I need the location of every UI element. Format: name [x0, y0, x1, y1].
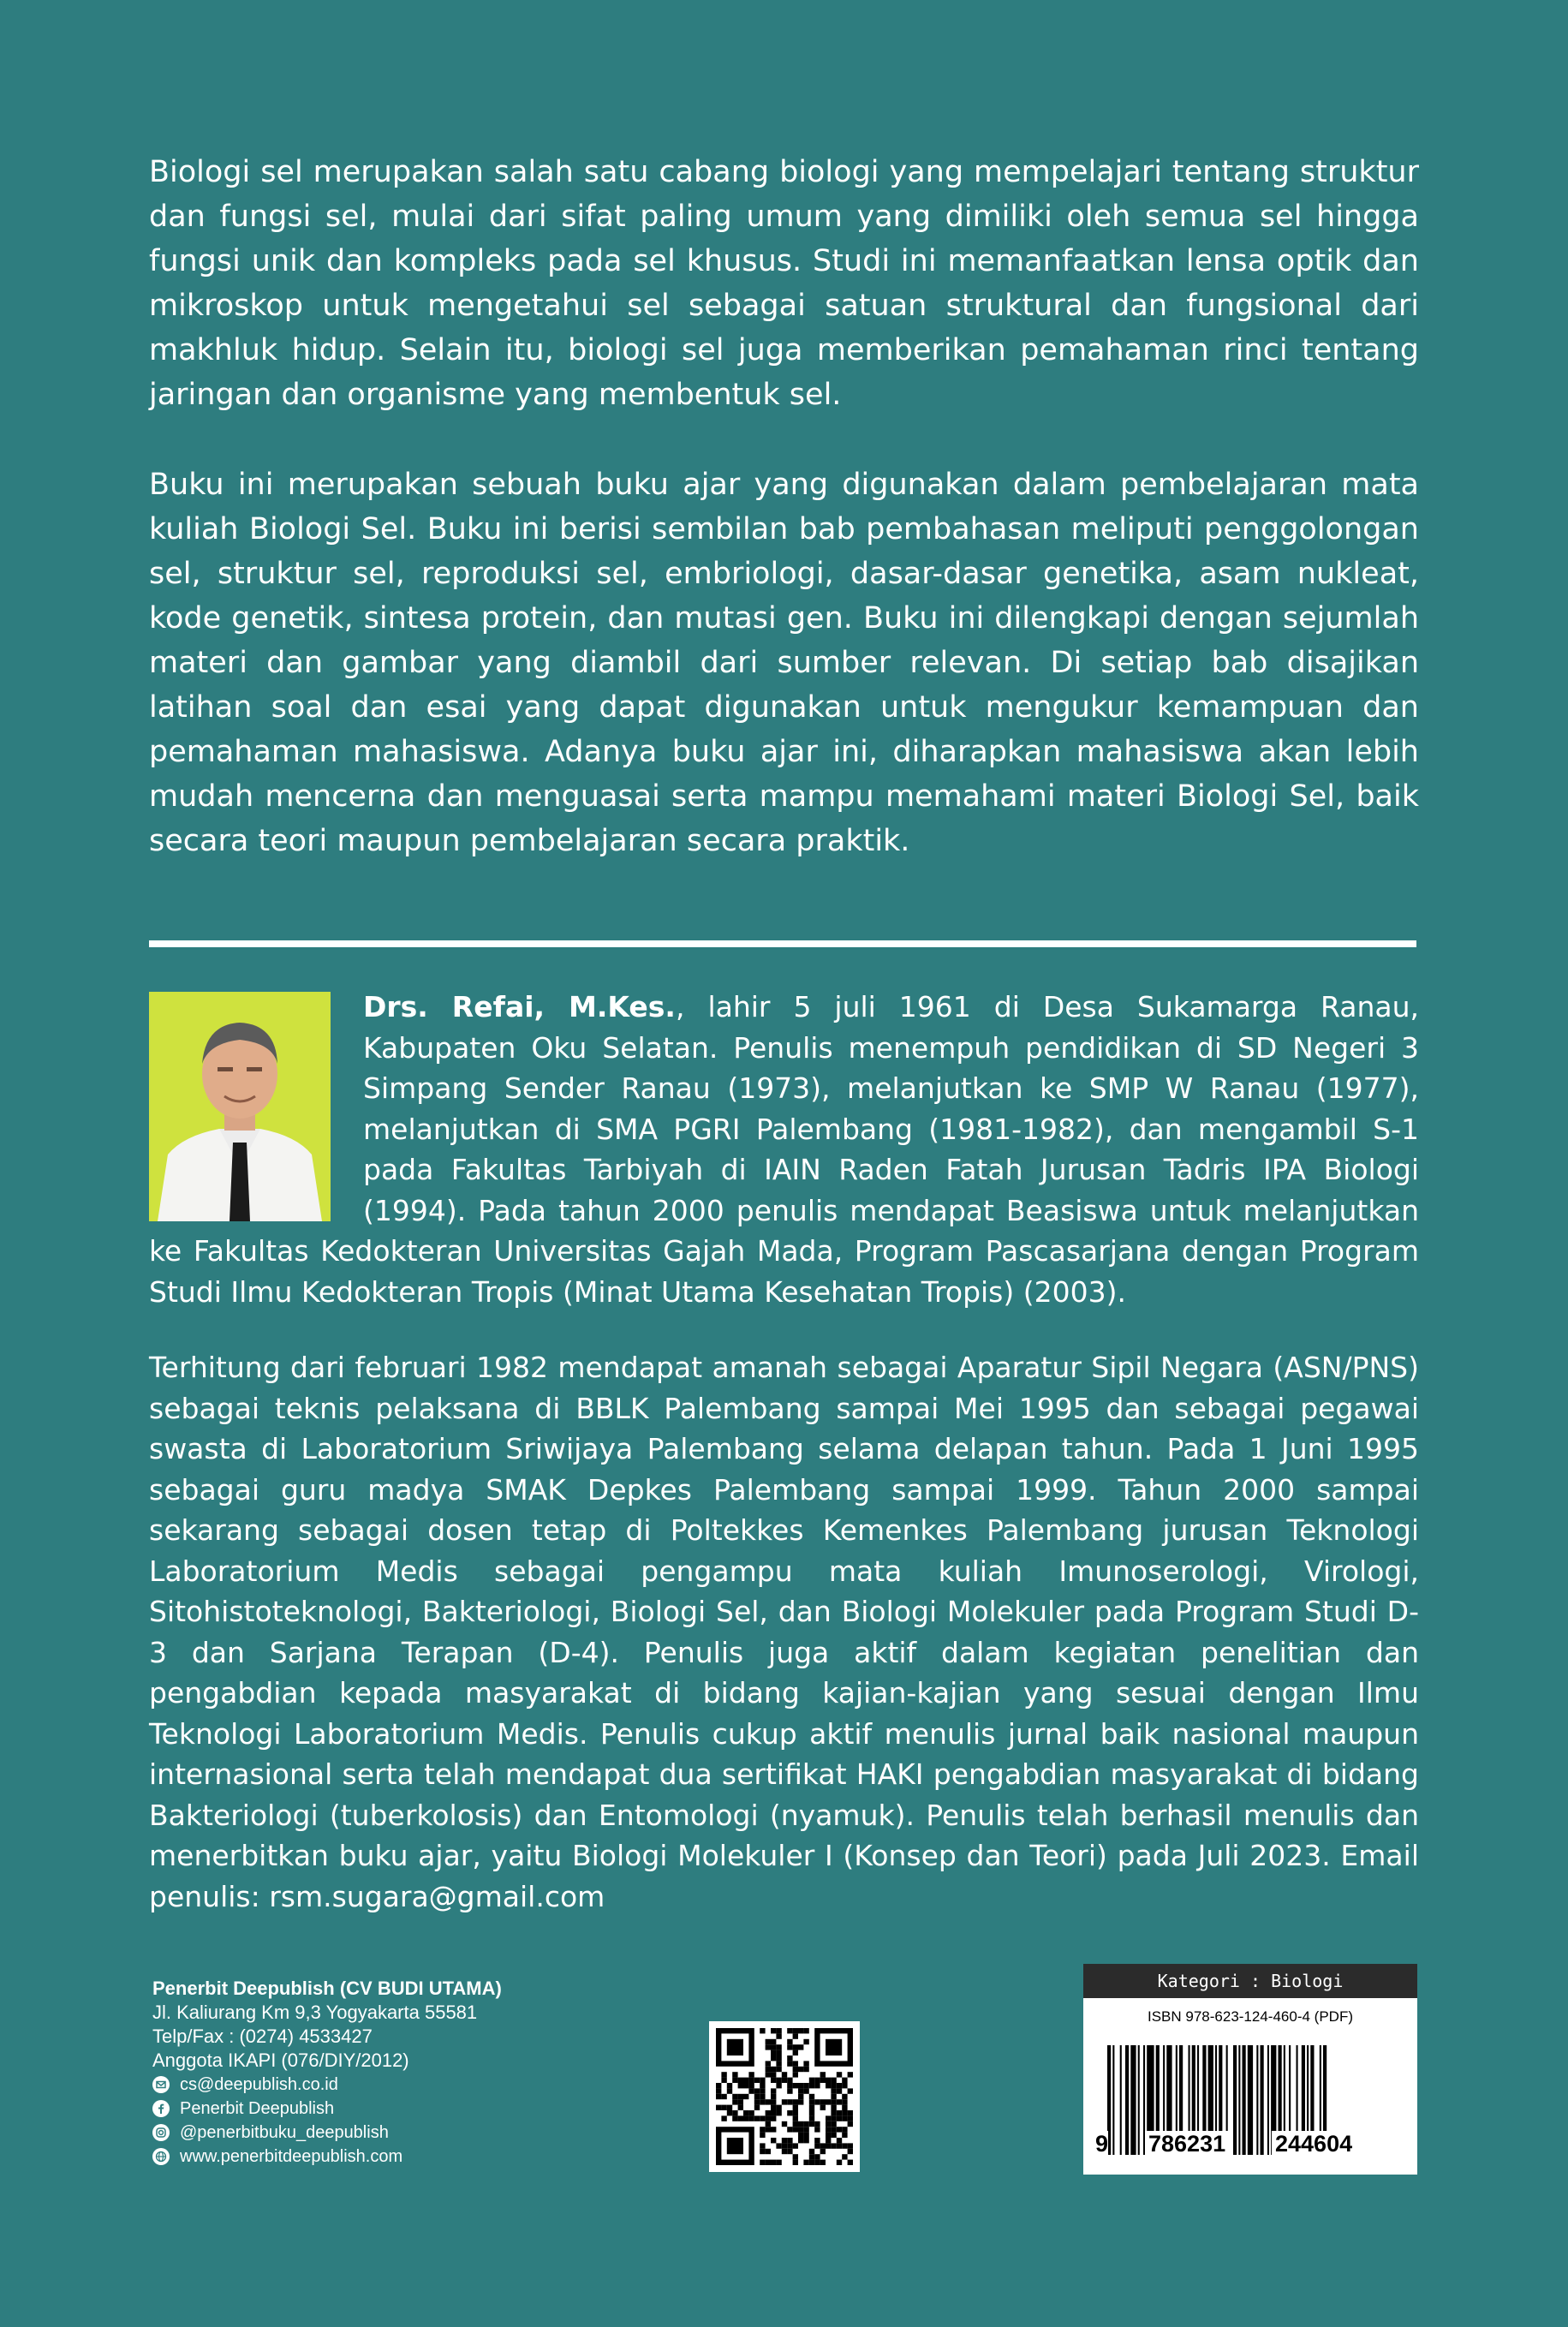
- website-text[interactable]: www.penerbitdeepublish.com: [180, 2147, 403, 2166]
- isbn-text: ISBN 978-623-124-460-4 (PDF): [1147, 2008, 1353, 2025]
- author-photo: [149, 992, 331, 1221]
- qr-code[interactable]: [709, 2021, 860, 2172]
- facebook-icon: [152, 2100, 170, 2117]
- publisher-address: Jl. Kaliurang Km 9,3 Yogyakarta 55581: [152, 2002, 478, 2023]
- instagram-text[interactable]: @penerbitbuku_deepublish: [180, 2123, 389, 2142]
- publisher-name: Penerbit Deepublish (CV BUDI UTAMA): [152, 1978, 502, 1999]
- isbn-barcode-box: [1083, 1964, 1417, 2175]
- barcode-digits-right: 244604: [1272, 2131, 1356, 2157]
- barcode-digit-first: 9: [1095, 2131, 1109, 2157]
- author-bio-text: , lahir 5 juli 1961 di Desa Sukamarga Ranau, Kabupaten Oku Selatan. Penulis menempuh pendidikan di SD Negeri 3 Simpang Sender Ranau (1973), melanjutkan ke SMP W Ranau (1977), melanjutkan di SMA PGRI Palembang (1981-1982), dan mengambil S-1 pada Fakultas Tarbiyah di IAIN Raden Fatah Jurusan Tadris IPA Biologi (1994). Pada tahun 2000 penulis mendapat Beasiswa untuk melanjutkan ke Fakultas Kedokteran Universitas Gajah Mada, Program Pascasarjana dengan Program Studi Ilmu Kedokteran Tropis (Minat Utama Kesehatan Tropis) (2003).: [149, 990, 1420, 1309]
- publisher-facebook: [152, 2097, 502, 2121]
- category-label: Kategori : Biologi: [1083, 1964, 1417, 1998]
- publisher-website: [152, 2145, 502, 2169]
- description-paragraph-1: Biologi sel merupakan salah satu cabang biologi yang mempelajari tentang struktur dan fungsi sel, mulai dari sifat paling umum yang dimiliki oleh semua sel hingga fungsi unik dan kompleks pada sel khusus. Studi ini memanfaatkan lensa optik dan mikroskop untuk mengetahui sel sebagai satuan struktural dan fungsional dari makhluk hidup. Selain itu, biologi sel juga memberikan pemahaman rinci tentang jaringan dan organisme yang membentuk sel.: [149, 155, 1419, 412]
- globe-icon: [152, 2148, 170, 2165]
- publisher-member: Anggota IKAPI (076/DIY/2012): [152, 2050, 409, 2071]
- description-paragraph-2: Buku ini merupakan sebuah buku ajar yang digunakan dalam pembelajaran mata kuliah Biologi Sel. Buku ini berisi sembilan bab pembahasan meliputi penggolongan sel, struktur sel, reproduksi sel, embriologi, dasar-dasar genetika, asam nukleat, kode genetik, sintesa protein, dan mutasi gen. Buku ini dilengkapi dengan sejumlah materi dan gambar yang diambil dari sumber relevan. Di setiap bab disajikan latihan soal dan esai yang dapat digunakan untuk mengukur kemampuan dan pemahaman mahasiswa. Adanya buku ajar ini, diharapkan mahasiswa akan lebih mudah mencerna dan menguasai serta mampu memahami materi Biologi Sel, baik secara teori maupun pembelajaran secara praktik.: [149, 468, 1419, 858]
- facebook-text[interactable]: Penerbit Deepublish: [180, 2099, 335, 2118]
- barcode-digits-left: 786231: [1145, 2131, 1229, 2157]
- author-bio: [149, 987, 1419, 1312]
- publisher-email: [152, 2073, 502, 2097]
- email-text[interactable]: cs@deepublish.co.id: [180, 2075, 338, 2094]
- author-name: Drs. Refai, M.Kes.: [363, 990, 676, 1023]
- instagram-icon: [152, 2124, 170, 2141]
- section-divider: [149, 940, 1416, 947]
- author-career: Terhitung dari februari 1982 mendapat amanah sebagai Aparatur Sipil Negara (ASN/PNS) sebagai teknis pelaksana di BBLK Palembang sampai Mei 1995 dan sebagai pegawai swasta di Laboratorium Sriwijaya Palembang selama delapan tahun. Pada 1 Juni 1995 sebagai guru madya SMAK Depkes Palembang sampai 1999. Tahun 2000 sampai sekarang sebagai dosen tetap di Poltekkes Kemenkes Palembang jurusan Teknologi Laboratorium Medis sebagai pengampu mata kuliah Imunoserologi, Virologi, Sitohistoteknologi, Bakteriologi, Biologi Sel, dan Biologi Molekuler pada Program Studi D-3 dan Sarjana Terapan (D-4). Penulis juga aktif dalam kegiatan penelitian dan pengabdian kepada masyarakat di bidang kajian-kajian yang sesuai dengan Ilmu Teknologi Laboratorium Medis. Penulis cukup aktif menulis jurnal baik nasional maupun internasional serta telah mendapat dua sertifikat HAKI pengabdian masyarakat di bidang Bakteriologi (tuberkolosis) dan Entomologi (nyamuk). Penulis telah berhasil menulis dan menerbitkan buku ajar, yaitu Biologi Molekuler I (Konsep dan Teori) pada Juli 2023. Email penulis: rsm.sugara@gmail.com: [149, 1351, 1419, 1913]
- publisher-phone: Telp/Fax : (0274) 4533427: [152, 2026, 373, 2047]
- publisher-instagram: [152, 2121, 502, 2145]
- email-icon: [152, 2076, 170, 2093]
- publisher-info: [152, 1977, 502, 2169]
